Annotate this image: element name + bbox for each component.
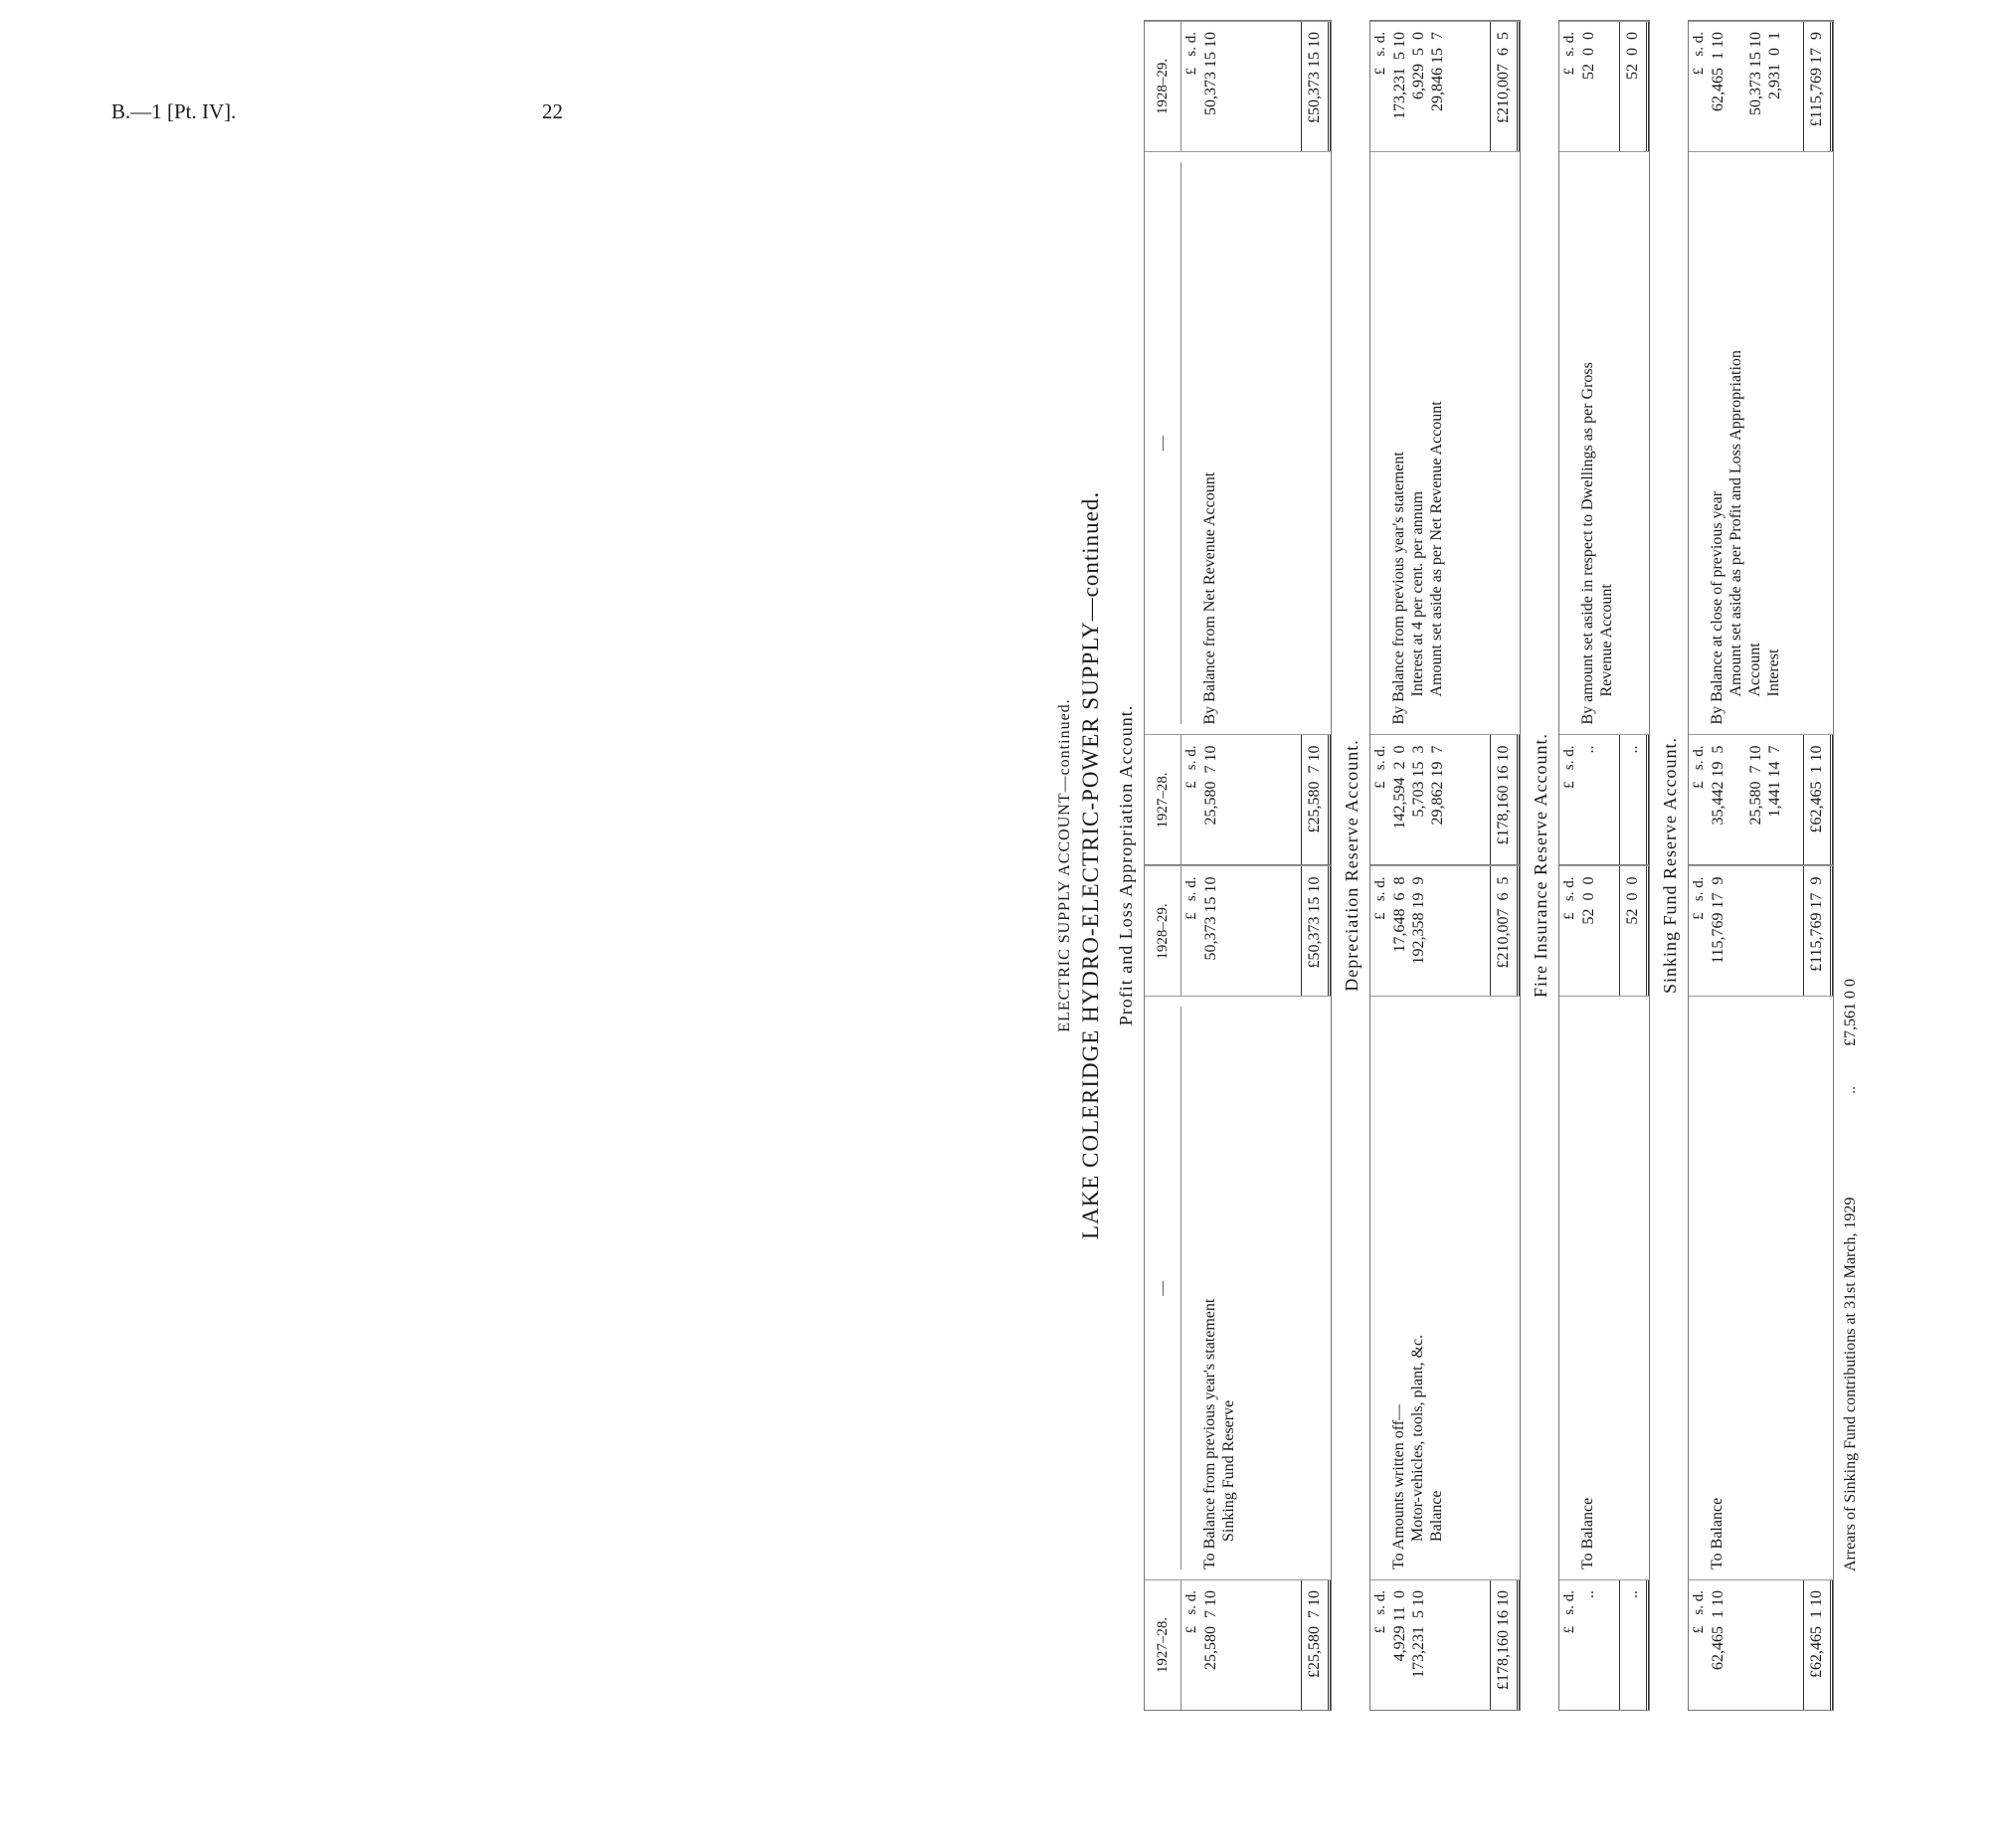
total-amount: £50,373 15 10: [1301, 867, 1331, 997]
currency-header: £ s. d.: [1183, 745, 1199, 789]
line-item: By Balance from previous year's statement: [1390, 452, 1407, 725]
total-amount: £25,580 7 10: [1301, 1580, 1331, 1710]
spacer: [1689, 162, 1708, 725]
sinking-cr-prev-body: [1689, 736, 1833, 865]
amount-value: 5,703 15 3: [1410, 745, 1427, 818]
total-amount: £115,769 17 9: [1803, 22, 1833, 151]
currency-header: £ s. d.: [1561, 1590, 1577, 1634]
depreciation-dr-prev-body: [1370, 1580, 1520, 1710]
depreciation-title: Depreciation Reserve Account.: [1342, 739, 1362, 992]
amount-value: 62,465 1 10: [1710, 1590, 1726, 1670]
sinking-dr-side: [1689, 865, 1833, 1711]
profit_loss-dr-side: [1145, 865, 1331, 1711]
fire-cr-desc-column: [1559, 151, 1649, 735]
amount-value: 25,580 7 10: [1202, 1590, 1219, 1670]
total-amount: ..: [1619, 1580, 1649, 1710]
depreciation-cr-prev-body: [1370, 736, 1520, 865]
sinking-dr-desc-column: [1689, 997, 1833, 1580]
depreciation-cr-desc-body: [1370, 162, 1520, 725]
total-amount: £210,007 6 5: [1490, 867, 1520, 997]
amount-value: 29,846 15 7: [1429, 32, 1446, 111]
total-amount: £25,580 7 10: [1301, 736, 1331, 865]
total-amount: £62,465 1 10: [1803, 1580, 1833, 1710]
profit_loss-dr-prev-body: [1181, 1580, 1331, 1710]
currency-header: £ s. d.: [1691, 745, 1707, 789]
profit_loss-dr-prev-column: [1145, 1579, 1331, 1710]
total-amount: £178,160 16 10: [1490, 736, 1520, 865]
sinking-account: [1688, 20, 1834, 1711]
line-item: Revenue Account: [1598, 584, 1615, 697]
fire-cr-curr-column: [1559, 21, 1649, 151]
fire-dr-desc-column: [1559, 997, 1649, 1580]
spacer: [1370, 162, 1389, 725]
fire-dr-prev-column: [1559, 1579, 1649, 1710]
amount-value: 1,441 14 7: [1766, 745, 1783, 818]
profit_loss-dr-curr-column: [1145, 866, 1331, 997]
currency-header: £ s. d.: [1561, 876, 1577, 920]
profit_loss-cr-desc-column: [1145, 151, 1331, 735]
line-item: Account: [1746, 643, 1763, 697]
profit_loss-cr-prev-body: [1181, 736, 1331, 865]
total-amount: £50,373 15 10: [1301, 22, 1331, 151]
amount-value: 35,442 19 5: [1710, 745, 1726, 826]
line-item: To Amounts written off—: [1390, 1403, 1407, 1570]
fire-cr-desc-body: [1559, 162, 1649, 725]
currency-header: £ s. d.: [1372, 1590, 1388, 1634]
line-item: By Balance at close of previous year: [1709, 490, 1726, 725]
depreciation-cr-prev-column: [1370, 735, 1520, 865]
fire-dr-prev-body: [1559, 1580, 1649, 1710]
profit_loss-cr-curr-body: [1181, 22, 1331, 151]
arrears-label: Arrears of Sinking Fund contributions at 31st March, 1929: [1842, 1197, 1859, 1571]
sinking-cr-desc-column: [1689, 151, 1833, 735]
currency-header: £ s. d.: [1372, 876, 1388, 920]
fire-cr-prev-body: [1559, 736, 1649, 865]
spacer: [1181, 162, 1200, 725]
column-header: 1928–29.: [1145, 22, 1181, 151]
amount-value: 25,580 7 10: [1202, 745, 1219, 826]
amount-value: 173,231 5 10: [1391, 32, 1408, 119]
amount-value: 50,373 15 10: [1202, 32, 1219, 115]
amount-value: 115,769 17 9: [1710, 876, 1726, 964]
amount-value: 50,373 15 10: [1747, 32, 1764, 115]
line-item: Sinking Fund Reserve: [1220, 1399, 1237, 1542]
fire-dr-side: [1559, 865, 1649, 1711]
fire-account: [1558, 20, 1650, 1711]
currency-header: £ s. d.: [1561, 32, 1577, 76]
currency-header: £ s. d.: [1691, 32, 1707, 76]
landscape-content: [1054, 20, 1999, 1711]
amount-value: 4,929 11 0: [1391, 1590, 1408, 1662]
total-amount: ..: [1619, 736, 1649, 865]
title-line-1: ELECTRIC SUPPLY ACCOUNT—continued.: [1056, 698, 1073, 1032]
amount-value: 29,862 19 7: [1429, 745, 1446, 826]
depreciation-account: [1369, 20, 1521, 1711]
arrears-value: £7,561 0 0: [1842, 979, 1859, 1046]
sinking-dr-prev-body: [1689, 1580, 1833, 1710]
fire-cr-side: [1559, 21, 1649, 865]
amount-value: 25,580 7 10: [1747, 745, 1764, 826]
column-header: 1927–28.: [1145, 1580, 1181, 1710]
profit_loss-dr-desc-body: [1181, 1008, 1331, 1571]
arrears-dots: ..: [1842, 1086, 1859, 1094]
amount-value: 50,373 15 10: [1202, 876, 1219, 961]
fire-title: Fire Insurance Reserve Account.: [1531, 733, 1550, 998]
total-amount: 52 0 0: [1619, 22, 1649, 151]
line-item: By amount set aside in respect to Dwellings as per Gross: [1579, 362, 1596, 725]
currency-header: £ s. d.: [1691, 1590, 1707, 1634]
total-amount: £115,769 17 9: [1803, 867, 1833, 997]
line-item: Amount set aside as per Net Revenue Account: [1428, 401, 1445, 697]
amount-value: 17,648 6 8: [1391, 876, 1408, 953]
line-item: Amount set aside as per Profit and Loss Appropriation: [1727, 350, 1744, 697]
currency-header: £ s. d.: [1561, 745, 1577, 789]
amount-value: [1727, 736, 1746, 865]
currency-header: £ s. d.: [1183, 1590, 1199, 1634]
line-item: Balance: [1428, 1490, 1445, 1542]
depreciation-cr-desc-column: [1370, 151, 1520, 735]
currency-header: £ s. d.: [1183, 32, 1199, 76]
depreciation-dr-side: [1370, 865, 1520, 1711]
column-header: —: [1145, 1008, 1181, 1571]
spacer: [1181, 1008, 1200, 1571]
amount-value: ..: [1580, 1590, 1597, 1598]
depreciation-dr-curr-column: [1370, 866, 1520, 997]
amount-value: 62,465 1 10: [1710, 32, 1726, 111]
depreciation-cr-side: [1370, 21, 1520, 865]
line-item: To Balance: [1709, 1497, 1726, 1570]
sinking-cr-prev-column: [1689, 735, 1833, 865]
line-item: To Balance: [1579, 1497, 1596, 1570]
depreciation-dr-desc-column: [1370, 997, 1520, 1580]
total-amount: £62,465 1 10: [1803, 736, 1833, 865]
amount-value: 52 0 0: [1580, 876, 1597, 925]
spacer: [1370, 1008, 1389, 1571]
spacer: [1689, 1008, 1708, 1571]
amount-value: 2,931 0 1: [1766, 32, 1783, 99]
currency-header: £ s. d.: [1372, 745, 1388, 789]
sinking-dr-curr-body: [1689, 867, 1833, 997]
total-amount: £178,160 16 10: [1490, 1580, 1520, 1710]
sinking-cr-curr-body: [1689, 22, 1833, 151]
profit_loss-account: [1144, 20, 1332, 1711]
page-number: 22: [542, 99, 563, 123]
line-item: To Balance from previous year's statement: [1201, 1298, 1218, 1570]
sinking-dr-prev-column: [1689, 1579, 1833, 1710]
depreciation-cr-curr-body: [1370, 22, 1520, 151]
profit_loss-cr-curr-column: [1145, 21, 1331, 151]
fire-dr-desc-body: [1559, 1008, 1649, 1571]
page-reference: B.—1 [Pt. IV].: [111, 99, 237, 123]
currency-header: £ s. d.: [1372, 32, 1388, 76]
currency-header: £ s. d.: [1183, 876, 1199, 920]
currency-header: £ s. d.: [1691, 876, 1707, 920]
profit_loss-dr-desc-column: [1145, 997, 1331, 1580]
sinking-dr-curr-column: [1689, 866, 1833, 997]
column-header: 1928–29.: [1145, 867, 1181, 997]
spacer: [1559, 162, 1578, 725]
sinking-title: Sinking Fund Reserve Account.: [1660, 737, 1680, 994]
profit_loss-dr-curr-body: [1181, 867, 1331, 997]
amount-value: 142,594 2 0: [1391, 745, 1408, 830]
amount-value: 52 0 0: [1580, 32, 1597, 80]
total-amount: 52 0 0: [1619, 867, 1649, 997]
amount-value: 173,231 5 10: [1410, 1590, 1427, 1678]
depreciation-dr-curr-body: [1370, 867, 1520, 997]
sinking-dr-desc-body: [1689, 1008, 1833, 1571]
profit_loss-title: Profit and Loss Appropriation Account.: [1116, 704, 1136, 1026]
arrears-row: [1842, 20, 1860, 1711]
total-amount: £210,007 6 5: [1490, 22, 1520, 151]
fire-dr-curr-column: [1559, 866, 1649, 997]
line-item: Interest at 4 per cent. per annum: [1409, 490, 1426, 697]
line-item: By Balance from Net Revenue Account: [1201, 471, 1218, 725]
fire-cr-prev-column: [1559, 735, 1649, 865]
fire-cr-curr-body: [1559, 22, 1649, 151]
profit_loss-cr-side: [1145, 21, 1331, 865]
accounts-container: [1112, 20, 1834, 1711]
spacer: [1559, 1008, 1578, 1571]
depreciation-dr-prev-column: [1370, 1579, 1520, 1710]
amount-value: ..: [1580, 745, 1597, 754]
title-line-2: LAKE COLERIDGE HYDRO-ELECTRIC-POWER SUPPLY—continued.: [1078, 490, 1103, 1240]
sinking-cr-curr-column: [1689, 21, 1833, 151]
amount-value: 192,358 19 9: [1410, 876, 1427, 965]
fire-dr-curr-body: [1559, 867, 1649, 997]
profit_loss-cr-prev-column: [1145, 735, 1331, 865]
sinking-cr-side: [1689, 21, 1833, 865]
column-header: —: [1145, 162, 1181, 725]
amount-value: 6,929 5 0: [1410, 32, 1427, 99]
column-header: 1927–28.: [1145, 736, 1181, 865]
line-item: Motor-vehicles, tools, plant, &c.: [1409, 1334, 1426, 1542]
line-item: Interest: [1765, 648, 1782, 697]
depreciation-cr-curr-column: [1370, 21, 1520, 151]
profit_loss-cr-desc-body: [1181, 162, 1331, 725]
sinking-cr-desc-body: [1689, 162, 1833, 725]
amount-value: [1727, 22, 1746, 151]
depreciation-dr-desc-body: [1370, 1008, 1520, 1571]
